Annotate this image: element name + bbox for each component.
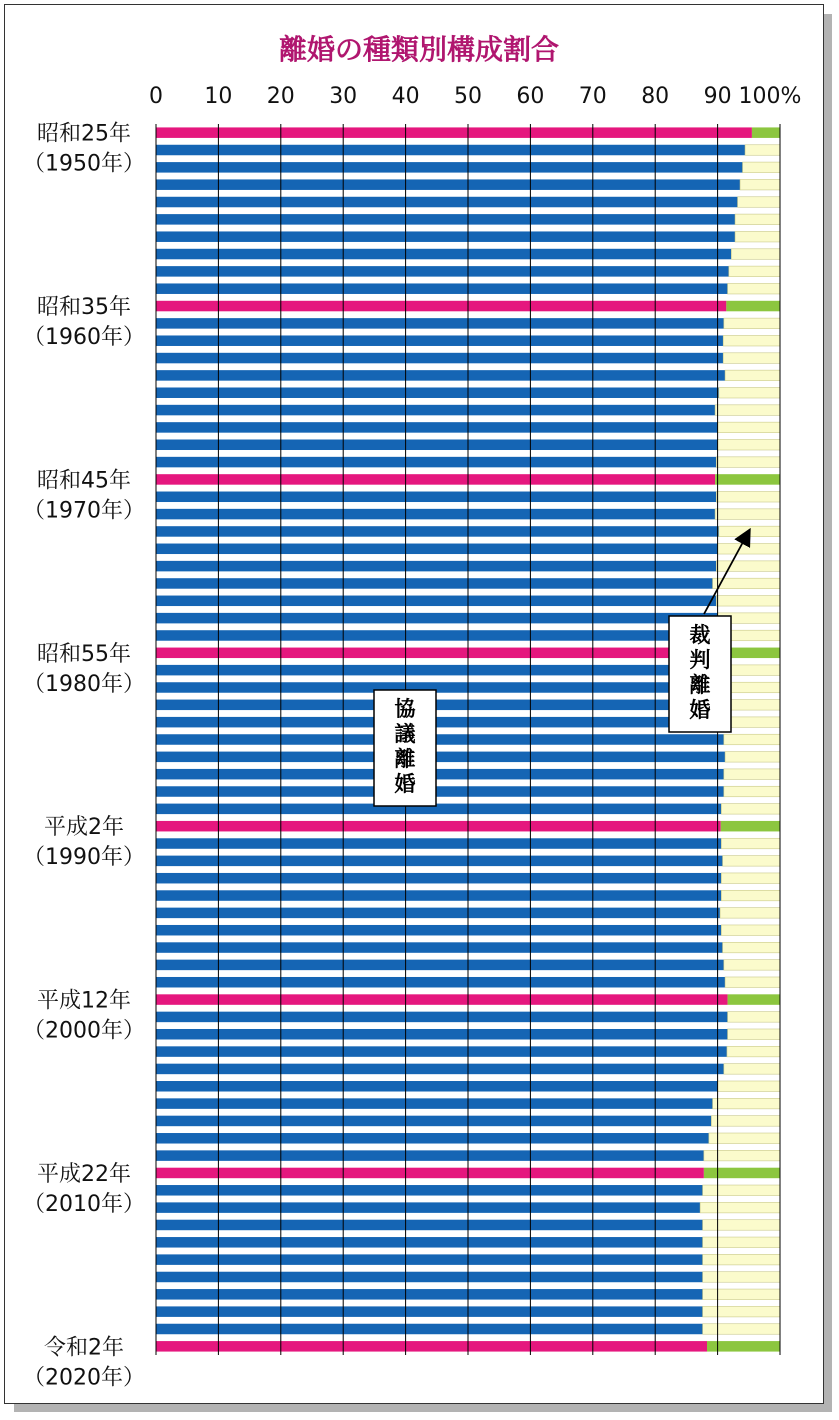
y-label-year: （2010年） — [23, 1191, 145, 1217]
y-label-era: 昭和55年 — [37, 641, 131, 667]
bar-kyogi — [156, 890, 721, 901]
x-tick-label: 80 — [641, 84, 670, 109]
bar-saiban — [731, 249, 780, 260]
bar-saiban — [718, 1081, 780, 1092]
bar-kyogi — [156, 769, 724, 780]
y-label-year: （1960年） — [23, 325, 145, 351]
bar-saiban — [703, 1220, 780, 1231]
callout-label: 協議離婚 — [394, 697, 416, 796]
bar-saiban — [723, 335, 780, 346]
bar-kyogi — [156, 440, 718, 451]
bar-kyogi — [156, 405, 715, 416]
y-label-era: 昭和45年 — [37, 468, 131, 494]
bar-kyogi — [156, 908, 720, 919]
bar-kyogi — [156, 561, 716, 572]
bar-kyogi — [156, 1012, 728, 1023]
y-label-era: 昭和35年 — [37, 295, 131, 321]
y-label-era: 昭和25年 — [37, 121, 131, 147]
bar-kyogi — [156, 162, 743, 173]
bar-kyogi — [156, 665, 718, 676]
y-axis-labels — [23, 122, 145, 1391]
bar-kyogi — [156, 804, 721, 815]
bar-saiban — [703, 1289, 780, 1300]
bar-kyogi — [156, 1237, 703, 1248]
y-label-era: 平成2年 — [44, 815, 124, 841]
x-tick-label: 100% — [738, 84, 802, 109]
bar-kyogi — [156, 179, 740, 190]
bar-saiban — [728, 1012, 780, 1023]
y-label-year: （1990年） — [23, 845, 145, 871]
bar-kyogi — [156, 1272, 703, 1283]
x-tick-label: 60 — [516, 84, 545, 109]
bar-kyogi — [156, 942, 723, 953]
bar-kyogi — [156, 231, 735, 242]
x-tick-label: 70 — [578, 84, 607, 109]
bar-saiban — [721, 821, 780, 832]
bar-kyogi — [156, 1220, 703, 1231]
bar-saiban — [704, 1168, 780, 1179]
bar-kyogi — [156, 700, 719, 711]
bar-saiban — [715, 509, 780, 519]
bar-kyogi — [156, 127, 752, 137]
y-label-year: （1950年） — [23, 151, 145, 177]
bar-saiban — [724, 318, 780, 329]
bar-kyogi — [156, 682, 718, 693]
x-tick-label: 90 — [703, 84, 732, 109]
x-tick-label: 10 — [204, 84, 233, 109]
x-tick-label: 30 — [329, 84, 358, 109]
bar-kyogi — [156, 873, 721, 884]
bar-saiban — [716, 596, 780, 607]
bar-kyogi — [156, 1289, 703, 1300]
bar-saiban — [745, 145, 780, 156]
bar-saiban — [725, 370, 780, 381]
bar-saiban — [716, 561, 780, 572]
bar-saiban — [727, 1046, 780, 1057]
bar-kyogi — [156, 821, 721, 832]
bar-kyogi — [156, 1081, 718, 1092]
x-tick-label: 50 — [454, 84, 482, 109]
y-label-year: （2000年） — [23, 1018, 145, 1044]
bar-saiban — [703, 1254, 780, 1265]
bar-saiban — [721, 873, 780, 884]
y-label-year: （2020年） — [23, 1365, 145, 1391]
bar-kyogi — [156, 596, 716, 607]
x-tick-label: 0 — [149, 84, 163, 109]
bar-saiban — [725, 977, 780, 988]
bar-saiban — [724, 786, 780, 797]
bar-saiban — [743, 162, 780, 173]
bar-kyogi — [156, 1202, 700, 1213]
bar-kyogi — [156, 1029, 728, 1040]
bar-kyogi — [156, 960, 724, 971]
bar-kyogi — [156, 1306, 703, 1317]
bar-kyogi — [156, 1046, 727, 1057]
bar-saiban — [738, 197, 780, 208]
bar-kyogi — [156, 544, 718, 555]
bar-kyogi — [156, 648, 718, 659]
bar-saiban — [723, 942, 780, 953]
callout-label: 裁判離婚 — [689, 623, 711, 722]
bar-saiban — [721, 838, 780, 849]
bar-saiban — [713, 1098, 780, 1109]
bar-kyogi — [156, 266, 729, 277]
bar-saiban — [716, 457, 780, 468]
bar-saiban — [721, 804, 780, 815]
bar-kyogi — [156, 526, 719, 537]
bar-kyogi — [156, 1150, 704, 1161]
bar-saiban — [721, 890, 780, 901]
bar-kyogi — [156, 977, 725, 988]
bar-saiban — [724, 734, 780, 745]
bar-saiban — [735, 231, 780, 242]
y-label-era: 平成12年 — [37, 988, 131, 1014]
bar-kyogi — [156, 474, 715, 485]
bar-kyogi — [156, 197, 738, 208]
bar-kyogi — [156, 734, 724, 745]
bar-saiban — [700, 1202, 780, 1213]
bar-saiban — [723, 353, 780, 364]
bar-saiban — [729, 266, 780, 277]
bar-saiban — [719, 387, 780, 398]
bar-saiban — [726, 301, 780, 312]
bar-kyogi — [156, 630, 718, 641]
bar-kyogi — [156, 1185, 703, 1196]
bar-kyogi — [156, 492, 716, 503]
bar-kyogi — [156, 717, 723, 728]
x-tick-label: 40 — [391, 84, 420, 109]
bar-saiban — [711, 1116, 780, 1127]
bar-kyogi — [156, 1341, 707, 1352]
bar-saiban — [703, 1237, 780, 1248]
bar-saiban — [724, 960, 780, 971]
y-label-year: （1970年） — [23, 498, 145, 524]
bar-kyogi — [156, 1168, 704, 1179]
bar-saiban — [718, 440, 780, 451]
bar-kyogi — [156, 301, 726, 312]
bar-kyogi — [156, 214, 735, 225]
bar-kyogi — [156, 457, 716, 468]
bar-kyogi — [156, 752, 725, 763]
bar-saiban — [704, 1150, 780, 1161]
bar-kyogi — [156, 145, 745, 156]
bar-saiban — [703, 1306, 780, 1317]
bar-saiban — [735, 214, 780, 225]
bar-kyogi — [156, 838, 721, 849]
bar-kyogi — [156, 387, 719, 398]
bar-kyogi — [156, 613, 718, 624]
bar-kyogi — [156, 786, 724, 797]
bar-kyogi — [156, 422, 718, 433]
y-label-year: （1980年） — [23, 671, 145, 697]
bar-saiban — [716, 492, 780, 503]
bar-kyogi — [156, 335, 723, 346]
y-label-era: 平成22年 — [37, 1161, 131, 1187]
bar-saiban — [720, 908, 780, 919]
bar-kyogi — [156, 353, 723, 364]
bar-saiban — [721, 925, 780, 936]
bar-kyogi — [156, 1133, 709, 1144]
bar-saiban — [718, 544, 780, 555]
y-label-era: 令和2年 — [44, 1335, 124, 1361]
bar-kyogi — [156, 994, 728, 1005]
chart-title: 離婚の種類別構成割合 — [278, 33, 560, 66]
bar-kyogi — [156, 509, 715, 519]
bar-kyogi — [156, 925, 721, 936]
bar-kyogi — [156, 283, 728, 294]
bar-kyogi — [156, 1098, 713, 1109]
x-tick-label: 20 — [266, 84, 295, 109]
bar-kyogi — [156, 1116, 711, 1127]
bar-kyogi — [156, 1064, 724, 1075]
bar-kyogi — [156, 578, 713, 589]
bar-kyogi — [156, 249, 731, 260]
x-axis-ticks — [149, 84, 801, 109]
bar-kyogi — [156, 318, 724, 329]
bar-saiban — [724, 1064, 780, 1075]
bar-saiban — [728, 1029, 780, 1040]
bar-saiban — [715, 405, 780, 416]
bar-saiban — [723, 856, 780, 867]
bar-saiban — [709, 1133, 780, 1144]
bar-saiban — [703, 1185, 780, 1196]
bar-saiban — [718, 422, 780, 433]
bar-kyogi — [156, 856, 723, 867]
bar-saiban — [740, 179, 780, 190]
bar-kyogi — [156, 1324, 703, 1335]
bar-saiban — [703, 1272, 780, 1283]
bar-saiban — [715, 474, 780, 485]
bar-saiban — [724, 769, 780, 780]
bar-kyogi — [156, 1254, 703, 1265]
bar-kyogi — [156, 370, 725, 381]
bar-saiban — [728, 283, 780, 294]
bar-saiban — [728, 994, 780, 1005]
bar-saiban — [725, 752, 780, 763]
bar-saiban — [703, 1324, 780, 1335]
bar-saiban — [752, 127, 780, 137]
